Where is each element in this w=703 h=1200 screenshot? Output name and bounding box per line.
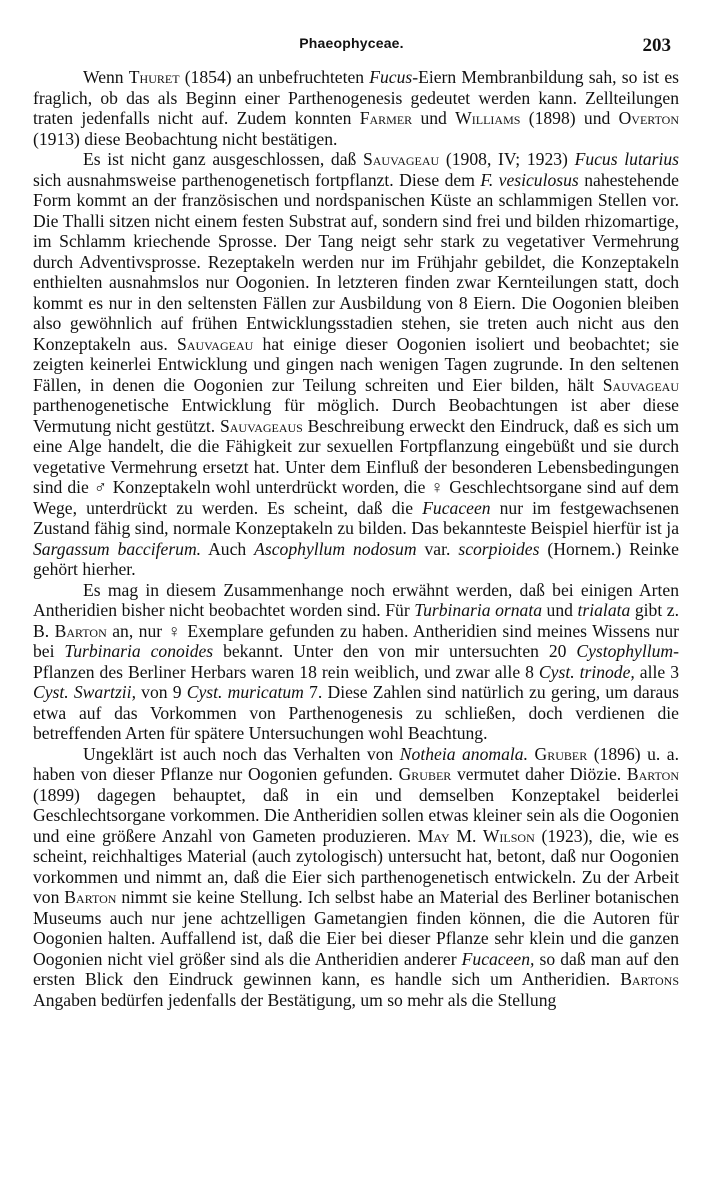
- text-run: nahestehende Form kommt an der französischen und nordspanischen Küste an schlammigen Stellen vor. Die Thalli sitzen nicht einem festen Substrat auf, sondern sind frei und bilden rhizomartige, im Schlamm kriechende Sprosse. Der Tang neigt sehr stark zu vegetativer Vermehrung durch Adventivsprosse. Rezeptakeln werden nur im Frühjahr gebildet, die Konzeptakeln enthielten ausnahmslos nur Oogonien. In letzteren finden zwar Kernteilungen statt, doch kommt es nur in den seltensten Fällen zur Ausbildung von 8 Eiern. Die Oogonien bleiben also gewöhnlich auf frühen Entwicklungsstadien stehen, sie treten auch nicht aus den Konzeptakeln aus.: [33, 169, 679, 354]
- text-run: bekannt. Unter den von mir untersuchten 20: [213, 641, 577, 661]
- text-run: Ungeklärt ist auch noch das Verhalten von: [83, 743, 400, 764]
- paragraph-fucus-lutarius: [33, 149, 679, 580]
- text-run: 7. Diese Zahlen sind natürlich zu gering, um daraus etwa auf das Vorkommen von Parthenogenesis zu schließen, doch verdienen die betreffenden Arten für spätere Untersuchungen wohl Beachtung.: [33, 682, 679, 743]
- taxon-name: trialata: [577, 600, 631, 620]
- running-head: [0, 35, 703, 59]
- text-run: Beschreibung erweckt den Eindruck, daß es sich um eine Alge handelt, die die Fähigkeit zur sexuellen Fortpflanzung eingebüßt und sie durch vegetative Vermehrung ersetzt hat. Unter dem Einfluß der besonderen Lebensbedingungen sind die ♂ Konzeptakeln wohl unterdrückt worden, die ♀ Geschlechtsorgane sind auf dem Wege, unterdrückt zu werden. Es scheint, daß die: [33, 415, 679, 518]
- text-run: an, nur ♀ Exemplare gefunden zu haben. Antheridien sind meines Wissens nur bei: [33, 620, 679, 661]
- taxon-name: Sargassum bacciferum.: [33, 538, 202, 559]
- text-run: (1908, IV; 1923): [439, 149, 575, 169]
- taxon-name: Notheia anomala.: [399, 743, 528, 764]
- author-name: Thuret: [128, 67, 180, 87]
- running-title: Phaeophyceae.: [299, 35, 404, 51]
- author-name: Barton: [54, 620, 107, 641]
- taxon-name: F. vesiculosus: [480, 169, 579, 190]
- taxon-name: Fucaceen,: [461, 948, 535, 969]
- taxon-name: Cyst. Swartzii,: [33, 682, 136, 702]
- text-run: nimmt sie keine Stellung. Ich selbst habe an Material des Berliner botanischen Museums auch nur jene achtzelligen Gametangien finden können, die die Autoren für Oogonien halten. Auffallend ist, daß die Eier bei dieser Pflanze sehr klein und die ganzen Oogonien nicht viel größer sind als die Antheridien anderer: [33, 887, 679, 969]
- text-run: var.: [416, 538, 459, 559]
- taxon-name: Turbinaria conoides: [64, 641, 214, 661]
- text-run: (1899) dagegen behauptet, daß in ein und demselben Konzeptakel beiderlei Geschlechtsorgane vorkommen. Die Antheridien sollen etwas kleiner sein als die Oogonien und eine größere Anzahl von Gameten produzieren.: [33, 784, 679, 846]
- taxon-name: Fucus lutarius: [574, 149, 680, 169]
- author-name: Sauvageaus: [219, 415, 303, 436]
- text-run: so daß man auf den ersten Blick den Eindruck gewinnen kann, es handle sich um Antheridien.: [33, 948, 679, 989]
- text-run: (1898) und: [520, 108, 619, 128]
- author-name: Sauvageau: [602, 374, 679, 395]
- text-run: gibt z. B.: [33, 600, 680, 641]
- taxon-name: Ascophyllum nodosum: [254, 538, 417, 559]
- text-run: Wenn: [83, 67, 129, 87]
- author-name: Barton: [64, 887, 117, 907]
- text-run: Es ist nicht ganz ausgeschlossen, daß: [83, 149, 363, 169]
- author-name: May M. Wilson: [417, 825, 535, 846]
- paragraph-notheia-anomala: [33, 744, 679, 1011]
- text-run: nur im festgewachsenen Zustand fähig sind, normale Konzeptakeln zu bilden. Das bekannteste Beispiel hierfür ist ja: [33, 497, 679, 538]
- text-run: Angaben bedürfen jedenfalls der Bestätigung, um so mehr als die Stellung: [33, 989, 557, 1010]
- taxon-name: Turbinaria ornata: [414, 600, 542, 620]
- text-run: Auch: [201, 538, 255, 559]
- author-name: Gruber: [398, 764, 452, 784]
- text-run: (1854) an unbefruchteten: [179, 67, 370, 87]
- text-run: und: [412, 108, 456, 128]
- page-number: 203: [642, 35, 671, 56]
- text-run: von 9: [135, 682, 187, 702]
- text-run: -Pflanzen des Berliner Herbars waren 18 rein weiblich, und zwar alle 8: [33, 641, 679, 682]
- text-run: (1913) diese Beobachtung nicht bestätigen.: [33, 128, 338, 149]
- author-name: Overton: [618, 108, 680, 128]
- author-name: Bartons: [620, 969, 679, 989]
- taxon-name: Fucus: [369, 67, 413, 87]
- text-run: alle 3: [634, 661, 679, 682]
- taxon-name: Cystophyllum: [576, 641, 674, 661]
- paragraph-thuret-fucus: [33, 67, 679, 149]
- author-name: Williams: [455, 108, 521, 128]
- paragraph-turbinaria-cystophyllum: [33, 580, 679, 744]
- author-name: Barton: [626, 764, 679, 784]
- text-run: (1923), die, wie es scheint, reichhaltiges Material (auch zytologisch) untersucht hat, betont, daß nur Oogonien vorkommen und nimmt an, daß die Eier sich parthenogenetisch entwickeln. Zu der Arbeit von: [33, 825, 679, 907]
- text-run: sich ausnahmsweise parthenogenetisch fortpflanzt. Diese dem: [33, 169, 481, 190]
- text-run: Es mag in diesem Zusammenhange noch erwähnt werden, daß bei einigen Arten Antheridien bisher nicht beobachtet worden sind. Für: [33, 579, 679, 620]
- text-run: (Hornem.) Reinke gehört hierher.: [33, 538, 679, 579]
- taxon-name: scorpioides: [458, 538, 540, 559]
- text-run: hat einige dieser Oogonien isoliert und beobachtet; sie zeigten keinerlei Entwicklung und gingen nach wenigen Tagen zugrunde. In den seltenen Fällen, in denen die Oogonien zur Teilung schreiten und Eier bilden, hält: [33, 333, 679, 395]
- taxon-name: Cyst. muricatum: [186, 682, 304, 702]
- taxon-name: Fucaceen: [422, 497, 491, 518]
- text-run: (1896) u. a. haben von dieser Pflanze nur Oogonien gefunden.: [33, 743, 679, 784]
- author-name: Gruber: [534, 743, 588, 764]
- text-run: -Eiern Membranbildung sah, so ist es fraglich, ob das als Beginn einer Parthenogenesis gedeutet werden kann. Zellteilungen traten jedenfalls nicht auf. Zudem konnten: [33, 67, 680, 128]
- text-run: parthenogenetische Entwicklung für möglich. Durch Beobachtungen ist aber diese Vermutung nicht gestützt.: [33, 395, 679, 436]
- taxon-name: Cyst. trinode,: [538, 661, 635, 682]
- body-text: [33, 67, 679, 1010]
- text-run: vermutet daher Diözie.: [451, 764, 627, 784]
- author-name: Farmer: [359, 108, 413, 128]
- author-name: Sauvageau: [362, 149, 440, 169]
- text-run: und: [542, 600, 578, 620]
- author-name: Sauvageau: [177, 333, 254, 354]
